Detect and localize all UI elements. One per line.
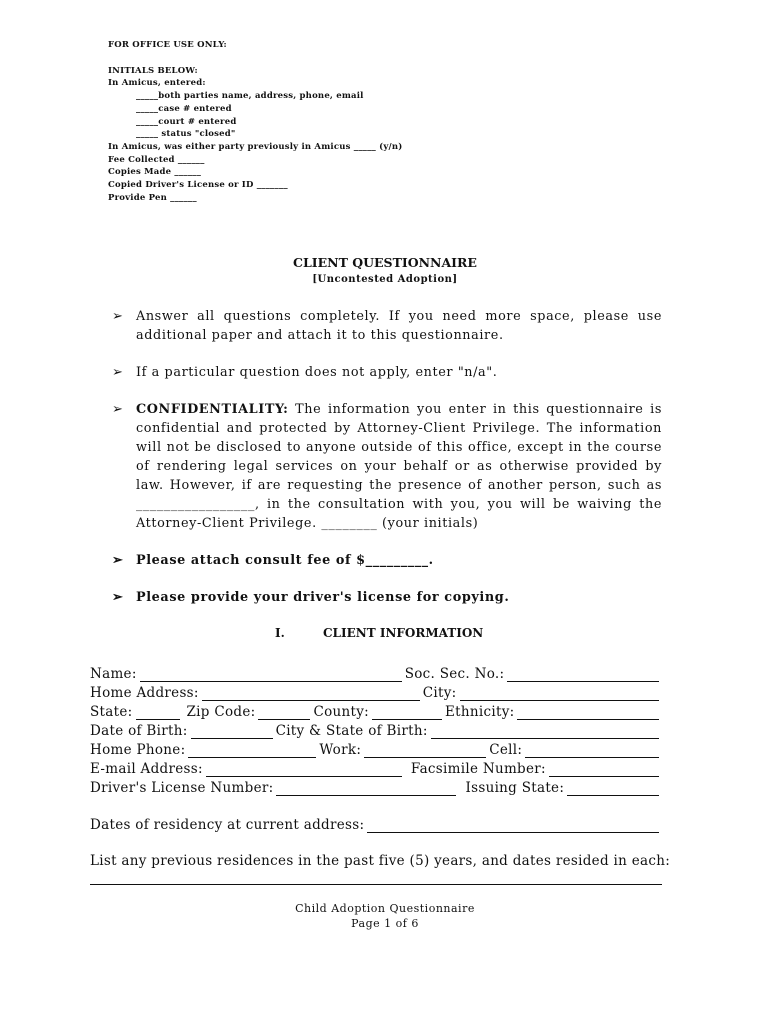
confidentiality-heading: CONFIDENTIALITY: (136, 402, 289, 417)
fax-label: Facsimile Number: (410, 761, 546, 777)
county-field[interactable] (372, 706, 442, 720)
dob-label: Date of Birth: (90, 723, 188, 739)
confidentiality-text: The information you enter in this questionnaire is confidential and protected by Attorney-Client Privilege. The information will not be disclosed to anyone outside of this office, except in the course of rendering legal services on your behalf or as otherwise provided by law. However, if are requesting the presence of another person, such as _________________, in the consultation with you, you will be waiving the Attorney-Client Privilege. ________ (your initials) (136, 402, 662, 531)
fax-field[interactable] (549, 763, 659, 777)
previously-in-amicus: In Amicus, was either party previously in Amicus _____ (y/n) (108, 141, 403, 152)
provide-pen: Provide Pen ______ (108, 192, 197, 203)
consult-fee-text: Please attach consult fee of $_________. (136, 553, 434, 568)
check-court-number: _____court # entered (136, 116, 237, 127)
section-number: I. (275, 626, 285, 640)
home-address-label: Home Address: (90, 685, 199, 701)
ssn-label: Soc. Sec. No.: (404, 666, 505, 682)
arrow-bullet-icon: ➢ (112, 553, 124, 568)
work-label: Work: (319, 742, 362, 758)
drivers-license-text: Please provide your driver's license for copying. (136, 590, 510, 605)
instruction-answer (112, 307, 662, 345)
cell-field[interactable] (525, 744, 659, 758)
instruction-answer-text: Answer all questions completely. If you need more space, please use additional paper and attach it to this questionnaire. (136, 309, 662, 343)
issuing-state-label: Issuing State: (465, 780, 565, 796)
issuing-state-field[interactable] (567, 782, 659, 796)
page-number: Page 1 of 6 (351, 917, 419, 930)
copied-id: Copied Driver's License or ID _______ (108, 180, 288, 191)
office-use-block (108, 39, 402, 204)
form-row-license (90, 777, 662, 796)
zip-field[interactable] (258, 706, 310, 720)
document-title: CLIENT QUESTIONNAIRE (293, 255, 477, 270)
arrow-bullet-icon: ➢ (112, 590, 124, 605)
residency-label: Dates of residency at current address: (90, 817, 365, 833)
ethnicity-label: Ethnicity: (445, 704, 515, 720)
initials-label: INITIALS BELOW: (108, 65, 198, 76)
county-label: County: (313, 704, 370, 720)
dob-field[interactable] (191, 725, 273, 739)
form-row-name (90, 663, 662, 682)
form-row-phone (90, 739, 662, 758)
home-phone-label: Home Phone: (90, 742, 186, 758)
footer-title: Child Adoption Questionnaire (295, 902, 475, 915)
zip-label: Zip Code: (186, 704, 256, 720)
form-row-birth (90, 720, 662, 739)
office-use-header: FOR OFFICE USE ONLY: (108, 40, 227, 50)
form-row-residency (90, 814, 662, 833)
instruction-na (112, 363, 662, 382)
check-both-parties: _____both parties name, address, phone, email (136, 91, 364, 102)
document-subtitle: [Uncontested Adoption] (312, 274, 458, 285)
instruction-confidentiality (112, 400, 662, 533)
section-heading (275, 626, 483, 640)
form-row-address (90, 682, 662, 701)
section-title: CLIENT INFORMATION (323, 626, 484, 640)
instructions-list (112, 307, 662, 625)
name-field[interactable] (140, 668, 402, 682)
page-footer (0, 901, 770, 931)
city-field[interactable] (460, 687, 659, 701)
city-label: City: (422, 685, 457, 701)
license-field[interactable] (276, 782, 456, 796)
state-field[interactable] (136, 706, 180, 720)
license-label: Driver's License Number: (90, 780, 274, 796)
city-state-birth-label: City & State of Birth: (275, 723, 428, 739)
state-label: State: (90, 704, 133, 720)
check-case-number: _____case # entered (136, 103, 232, 114)
form-row-previous-line (90, 869, 662, 885)
copies-made: Copies Made ______ (108, 167, 202, 178)
form-row-state (90, 701, 662, 720)
instruction-consult-fee (112, 551, 662, 570)
work-phone-field[interactable] (364, 744, 486, 758)
fee-collected: Fee Collected ______ (108, 154, 205, 165)
residency-field[interactable] (367, 819, 659, 833)
instruction-drivers-license (112, 588, 662, 607)
client-information-form (90, 663, 671, 885)
arrow-bullet-icon: ➢ (112, 402, 124, 417)
cell-label: Cell: (489, 742, 523, 758)
city-state-birth-field[interactable] (431, 725, 659, 739)
name-label: Name: (90, 666, 137, 682)
form-row-email (90, 758, 662, 777)
ssn-field[interactable] (507, 668, 659, 682)
previous-residences-label: List any previous residences in the past five (5) years, and dates resided in each: (90, 853, 671, 869)
form-row-previous (90, 850, 671, 869)
home-address-field[interactable] (202, 687, 420, 701)
arrow-bullet-icon: ➢ (112, 365, 124, 380)
spacer (108, 52, 402, 65)
amicus-entered-label: In Amicus, entered: (108, 78, 206, 89)
instruction-na-text: If a particular question does not apply, enter "n/a". (136, 365, 498, 380)
email-label: E-mail Address: (90, 761, 203, 777)
email-field[interactable] (206, 763, 402, 777)
previous-residences-field[interactable] (90, 871, 662, 885)
check-status-closed: _____ status "closed" (136, 129, 236, 140)
arrow-bullet-icon: ➢ (112, 309, 124, 324)
ethnicity-field[interactable] (517, 706, 659, 720)
home-phone-field[interactable] (188, 744, 316, 758)
